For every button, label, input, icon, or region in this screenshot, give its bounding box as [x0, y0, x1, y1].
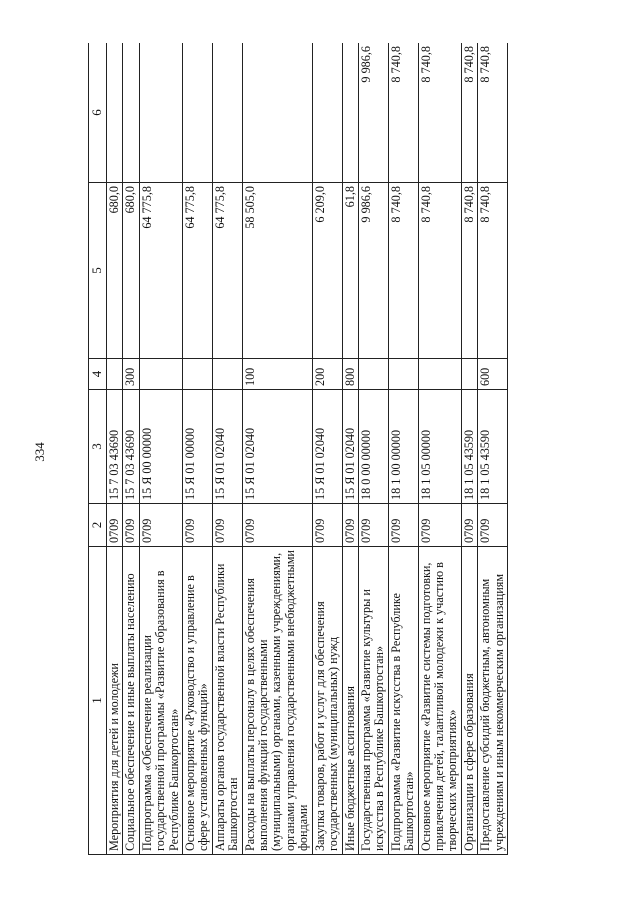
- table-row: [212, 43, 242, 855]
- row-expense-type: 100: [242, 359, 312, 390]
- table-row: [312, 43, 342, 855]
- row-target-article: 18 0 00 00000: [358, 390, 388, 504]
- row-target-article: 15 7 03 43690: [123, 390, 139, 504]
- table-row: [123, 43, 139, 855]
- row-section: 0709: [242, 504, 312, 547]
- row-amount-6: [183, 43, 213, 183]
- row-amount-6: 8 740,8: [388, 43, 418, 183]
- table-row: [107, 43, 123, 855]
- table-row: [418, 43, 461, 855]
- row-name: Организации в сфере образования: [461, 547, 477, 855]
- table-row: [478, 43, 508, 855]
- row-amount-5: 6 209,0: [312, 183, 342, 359]
- row-target-article: 18 1 05 43590: [478, 390, 508, 504]
- budget-table: [88, 43, 508, 855]
- row-amount-5: 58 505,0: [242, 183, 312, 359]
- row-name: Расходы на выплаты персоналу в целях обеспечения выполнения функций государственными (муниципальными) органами, казенными учреждениями, органами управления государственными внебюджетными фондами: [242, 547, 312, 855]
- row-expense-type: 300: [123, 359, 139, 390]
- row-name: Социальное обеспечение и иные выплаты населению: [123, 547, 139, 855]
- row-section: 0709: [342, 504, 358, 547]
- row-name: Подпрограмма «Обеспечение реализации государственной программы «Развитие образования в Республике Башкортостан»: [139, 547, 182, 855]
- row-name: Подпрограмма «Развитие искусства в Республике Башкортостан»: [388, 547, 418, 855]
- row-expense-type: 200: [312, 359, 342, 390]
- row-amount-6: [212, 43, 242, 183]
- row-section: 0709: [139, 504, 182, 547]
- row-section: 0709: [358, 504, 388, 547]
- row-target-article: 15 Я 01 02040: [242, 390, 312, 504]
- row-amount-5: 64 775,8: [139, 183, 182, 359]
- row-expense-type: [183, 359, 213, 390]
- row-expense-type: [212, 359, 242, 390]
- column-header-2: 2: [89, 504, 107, 547]
- row-target-article: 15 Я 01 02040: [312, 390, 342, 504]
- row-section: 0709: [107, 504, 123, 547]
- row-amount-6: [312, 43, 342, 183]
- row-amount-5: 9 986,6: [358, 183, 388, 359]
- row-target-article: 15 Я 01 00000: [183, 390, 213, 504]
- row-expense-type: [358, 359, 388, 390]
- row-section: 0709: [461, 504, 477, 547]
- row-section: 0709: [312, 504, 342, 547]
- column-header-3: 3: [89, 390, 107, 504]
- row-expense-type: [461, 359, 477, 390]
- row-amount-5: 64 775,8: [183, 183, 213, 359]
- row-section: 0709: [183, 504, 213, 547]
- row-target-article: 15 Я 00 00000: [139, 390, 182, 504]
- row-amount-5: 680,0: [107, 183, 123, 359]
- row-section: 0709: [478, 504, 508, 547]
- row-name: Основное мероприятие «Развитие системы подготовки, привлечения детей, талантливой молодежи к участию в творческих мероприятиях»: [418, 547, 461, 855]
- row-section: 0709: [388, 504, 418, 547]
- row-target-article: 15 Я 01 02040: [342, 390, 358, 504]
- column-header-4: 4: [89, 359, 107, 390]
- row-name: Государственная программа «Развитие культуры и искусства в Республике Башкортостан»: [358, 547, 388, 855]
- row-target-article: 15 7 03 43690: [107, 390, 123, 504]
- row-target-article: 15 Я 01 02040: [212, 390, 242, 504]
- row-section: 0709: [418, 504, 461, 547]
- row-amount-5: 64 775,8: [212, 183, 242, 359]
- row-expense-type: [139, 359, 182, 390]
- row-section: 0709: [212, 504, 242, 547]
- row-name: Основное мероприятие «Руководство и управление в сфере установленных функций»: [183, 547, 213, 855]
- row-amount-5: 8 740,8: [418, 183, 461, 359]
- row-name: Аппараты органов государственной власти Республики Башкортостан: [212, 547, 242, 855]
- row-expense-type: [107, 359, 123, 390]
- header-row: [89, 43, 107, 855]
- page-number: 334: [32, 442, 47, 462]
- table-row: [388, 43, 418, 855]
- row-name: Закупка товаров, работ и услуг для обеспечения государственных (муниципальных) нужд: [312, 547, 342, 855]
- table-row: [183, 43, 213, 855]
- row-amount-6: 8 740,8: [418, 43, 461, 183]
- row-name: Предоставление субсидий бюджетным, автономным учреждениям и иным некоммерческим организациям: [478, 547, 508, 855]
- row-amount-6: 8 740,8: [478, 43, 508, 183]
- column-header-1: 1: [89, 547, 107, 855]
- row-amount-6: 9 986,6: [358, 43, 388, 183]
- row-amount-5: 680,0: [123, 183, 139, 359]
- row-name: Иные бюджетные ассигнования: [342, 547, 358, 855]
- column-header-6: 6: [89, 43, 107, 183]
- table-row: [139, 43, 182, 855]
- row-amount-5: 8 740,8: [478, 183, 508, 359]
- table-row: [242, 43, 312, 855]
- row-expense-type: 600: [478, 359, 508, 390]
- row-expense-type: [388, 359, 418, 390]
- row-amount-5: 8 740,8: [388, 183, 418, 359]
- row-name: Мероприятия для детей и молодежи: [107, 547, 123, 855]
- row-amount-6: 8 740,8: [461, 43, 477, 183]
- row-amount-6: [139, 43, 182, 183]
- table-row: [461, 43, 477, 855]
- row-amount-5: 8 740,8: [461, 183, 477, 359]
- row-expense-type: 800: [342, 359, 358, 390]
- rotated-table-container: [88, 43, 550, 855]
- column-header-5: 5: [89, 183, 107, 359]
- row-amount-6: [123, 43, 139, 183]
- row-amount-5: 61,8: [342, 183, 358, 359]
- row-target-article: 18 1 05 43590: [461, 390, 477, 504]
- table-frame: [88, 43, 550, 855]
- row-amount-6: [242, 43, 312, 183]
- row-target-article: 18 1 05 00000: [418, 390, 461, 504]
- table-row: [342, 43, 358, 855]
- row-target-article: 18 1 00 00000: [388, 390, 418, 504]
- row-section: 0709: [123, 504, 139, 547]
- table-row: [358, 43, 388, 855]
- row-amount-6: [107, 43, 123, 183]
- row-expense-type: [418, 359, 461, 390]
- row-amount-6: [342, 43, 358, 183]
